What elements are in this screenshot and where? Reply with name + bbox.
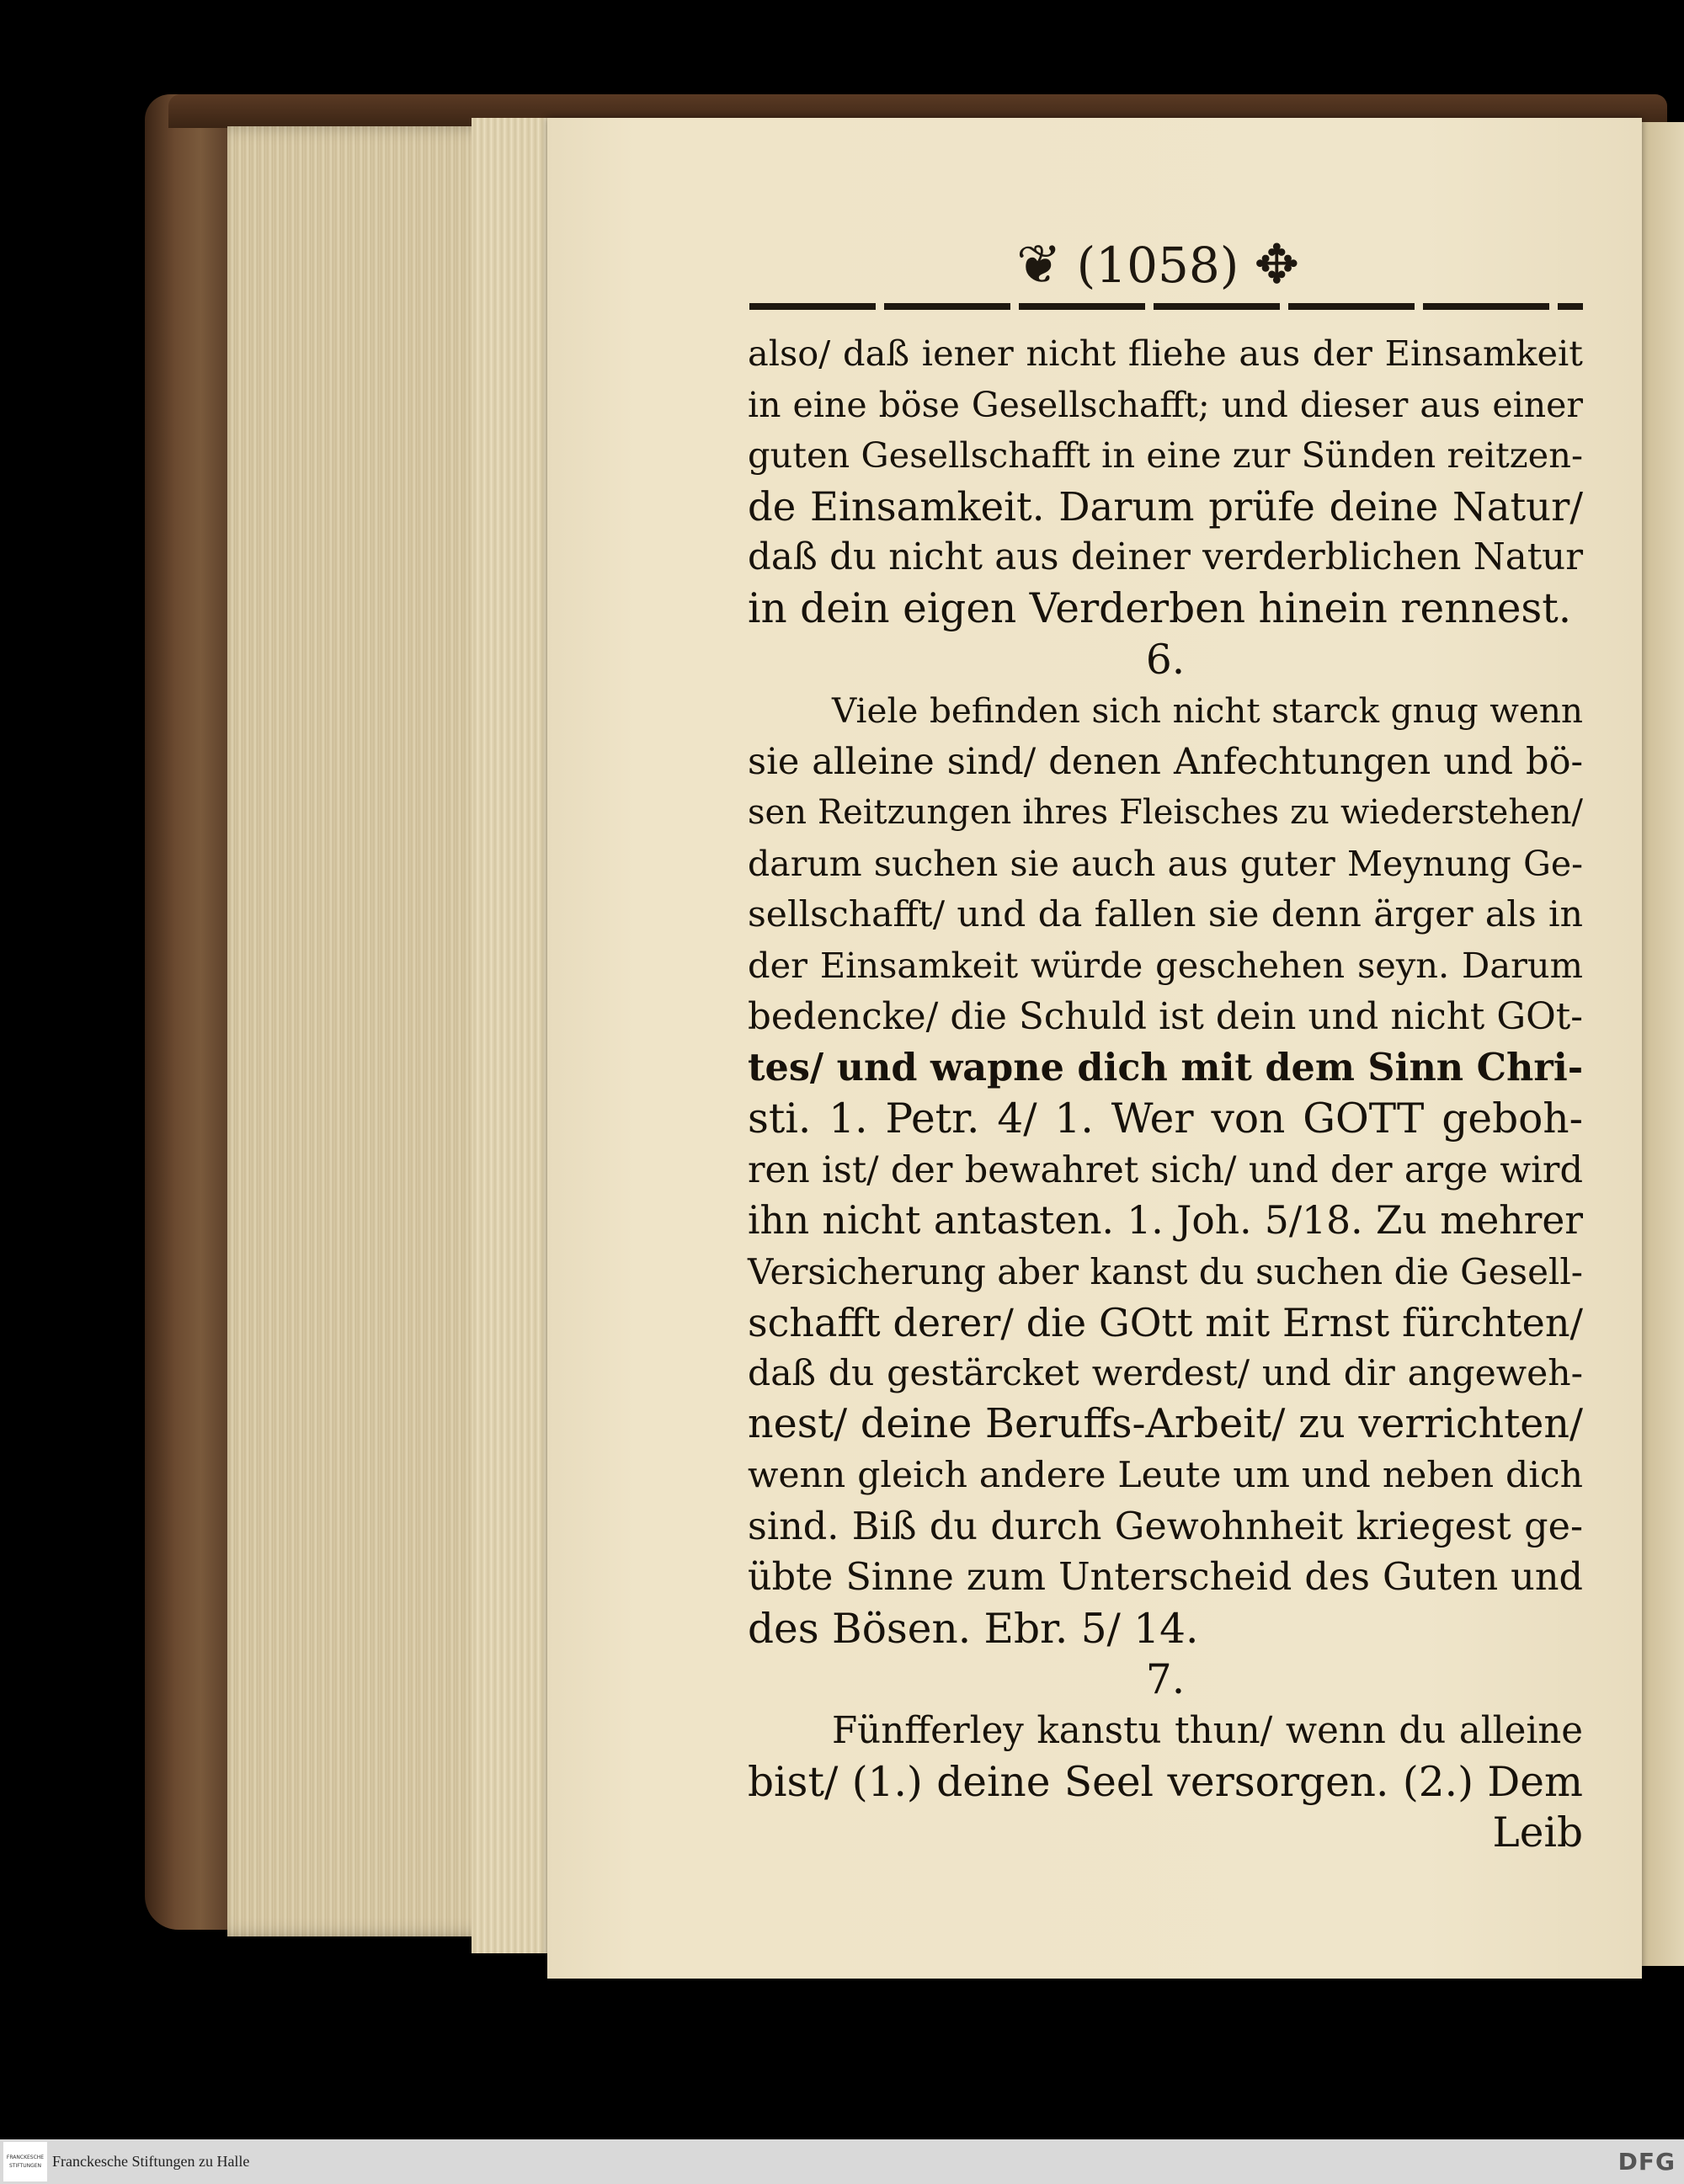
institution-logo[interactable]: [3, 2142, 47, 2181]
text-line: sind. Biß du durch Gewohnheit kriegest ge-: [748, 1505, 1583, 1548]
catchword: Leib: [1492, 1809, 1583, 1857]
text-line: de Einsamkeit. Darum prüfe deine Natur/: [748, 483, 1583, 530]
page-edges-inner: [472, 118, 556, 1953]
text-line: des Bösen. Ebr. 5/ 14.: [748, 1605, 1199, 1653]
text-line: sie alleine sind/ denen Anfechtungen und bö-: [748, 740, 1583, 783]
text-line: bist/ (1.) deine Seel versorgen. (2.) Dem: [748, 1758, 1583, 1806]
text-line: wenn gleich andere Leute um und neben dich: [748, 1455, 1583, 1497]
institution-name[interactable]: Franckesche Stiftungen zu Halle: [52, 2153, 250, 2170]
left-ornament-icon: ❦: [1015, 234, 1062, 296]
page-number: (1058): [1076, 237, 1239, 294]
text-line: daß du nicht aus deiner verderblichen Natur: [748, 536, 1583, 579]
section-number: 6.: [1145, 636, 1186, 684]
text-line: sellschafft/ und da fallen sie denn ärger als in: [748, 893, 1583, 935]
funder-logo[interactable]: DFG: [1617, 2148, 1676, 2176]
text-line: in eine böse Gesellschafft; und dieser aus einer: [748, 384, 1583, 425]
text-line: ihn nicht antasten. 1. Joh. 5/18. Zu mehrer: [748, 1198, 1583, 1244]
text-line: sen Reitzungen ihres Fleisches zu wiederstehen/: [748, 793, 1583, 833]
text-line: daß du gestärcket werdest/ und dir angeweh-: [748, 1352, 1583, 1394]
text-line: tes/ und wapne dich mit dem Sinn Chri-: [748, 1046, 1584, 1090]
text-line: sti. 1. Petr. 4/ 1. Wer von GOTT geboh-: [748, 1095, 1583, 1143]
text-line: Viele befinden sich nicht starck gnug wenn: [832, 690, 1583, 732]
header-rule: [749, 303, 1583, 310]
text-line: übte Sinne zum Unterscheid des Guten und: [748, 1556, 1583, 1600]
institution-logo-text: FRANCKESCHE STIFTUNGEN: [6, 2154, 45, 2169]
page-header: [968, 232, 1347, 299]
text-line: nest/ deine Beruffs-Arbeit/ zu verrichten/: [748, 1401, 1583, 1448]
text-line: in dein eigen Verderben hinein rennest.: [748, 584, 1572, 632]
section-number: 7.: [1145, 1656, 1186, 1704]
text-line: guten Gesellschafft in eine zur Sünden reitzen-: [748, 434, 1583, 477]
text-line: also/ daß iener nicht fliehe aus der Einsamkeit: [748, 333, 1583, 374]
page-text: [748, 328, 1583, 1859]
right-ornament-icon: ✥: [1254, 234, 1300, 296]
facing-page-edge: [1642, 122, 1684, 1966]
text-line: schafft derer/ die GOtt mit Ernst fürchten/: [748, 1300, 1583, 1346]
text-line: der Einsamkeit würde geschehen seyn. Darum: [748, 945, 1583, 987]
text-line: Versicherung aber kanst du suchen die Gesell-: [748, 1250, 1583, 1292]
viewer-footer: [0, 2139, 1684, 2184]
text-line: Fünfferley kanstu thun/ wenn du alleine: [832, 1710, 1583, 1753]
text-line: darum suchen sie auch aus guter Meynung Ge-: [748, 843, 1583, 884]
text-line: bedencke/ die Schuld ist dein und nicht GOt-: [748, 995, 1583, 1038]
text-line: ren ist/ der bewahret sich/ und der arge wird: [748, 1148, 1583, 1191]
